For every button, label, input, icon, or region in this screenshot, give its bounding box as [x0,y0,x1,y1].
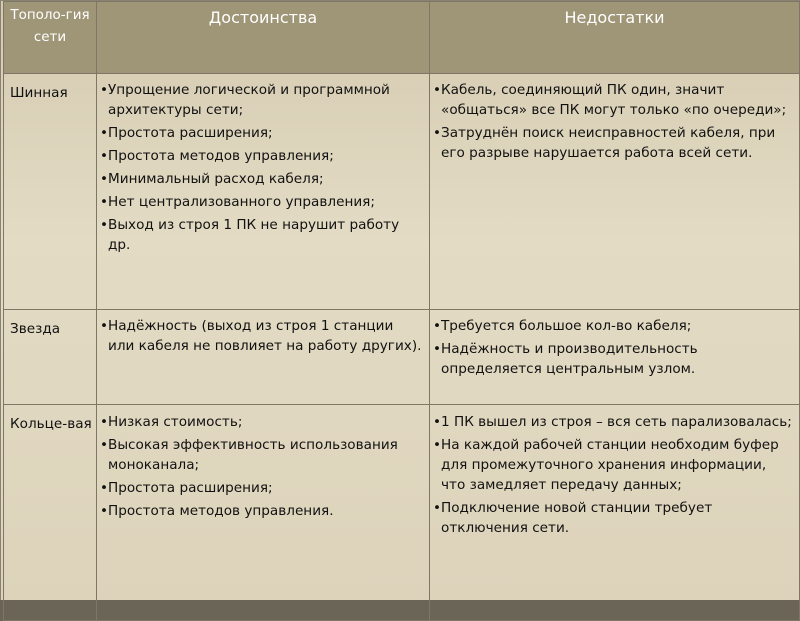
bus-advantages-cell [97,74,430,310]
header-disadvantages: Недостатки [430,2,800,74]
header-advantages: Достоинства [97,2,430,74]
table-row-bus [4,74,800,310]
list-item: • Надёжность и производительность определяется центральным узлом. [433,339,793,379]
topology-comparison-table [3,1,800,621]
ring-disadvantages-cell [430,405,800,621]
bus-disadvantages-cell [430,74,800,310]
list-item: • Минимальный расход кабеля; [100,169,423,189]
table-header-row [4,2,800,74]
list-item: • Требуется большое кол-во кабеля; [433,316,793,336]
row-label-star: Звезда [4,310,97,405]
list-item: • Высокая эффективность использования моноканала; [100,435,423,475]
list-item: • Простота расширения; [100,123,423,143]
list-item: • Кабель, соединяющий ПК один, значит «общаться» все ПК могут только «по очереди»; [433,80,793,120]
list-item: • Нет централизованного управления; [100,192,423,212]
star-disadvantages-cell [430,310,800,405]
ring-disadvantages-list [430,405,799,538]
table-row-star [4,310,800,405]
row-label-ring: Кольце-вая [4,405,97,621]
list-item: • Подключение новой станции требует отключения сети. [433,498,793,538]
star-disadvantages-list [430,310,799,379]
header-topology: Тополо-гия сети [4,2,97,74]
list-item: • Простота расширения; [100,478,423,498]
list-item: • Выход из строя 1 ПК не нарушит работу др. [100,215,423,255]
list-item: • На каждой рабочей станции необходим буфер для промежуточного хранения информации, что замедляет передачу данных; [433,435,793,495]
bus-advantages-list [97,74,429,255]
list-item: • Простота методов управления; [100,146,423,166]
list-item: • Простота методов управления. [100,501,423,521]
list-item: • Затруднён поиск неисправностей кабеля, при его разрыве нарушается работа всей сети. [433,123,793,163]
bus-disadvantages-list [430,74,799,163]
list-item: • Низкая стоимость; [100,412,423,432]
star-advantages-cell [97,310,430,405]
row-label-bus: Шинная [4,74,97,310]
ring-advantages-cell [97,405,430,621]
star-advantages-list [97,310,429,356]
list-item: • Упрощение логической и программной архитектуры сети; [100,80,423,120]
list-item: • Надёжность (выход из строя 1 станции или кабеля не повлияет на работу других). [100,316,423,356]
list-item: • 1 ПК вышел из строя – вся сеть парализовалась; [433,412,793,432]
table-row-ring [4,405,800,621]
ring-advantages-list [97,405,429,521]
